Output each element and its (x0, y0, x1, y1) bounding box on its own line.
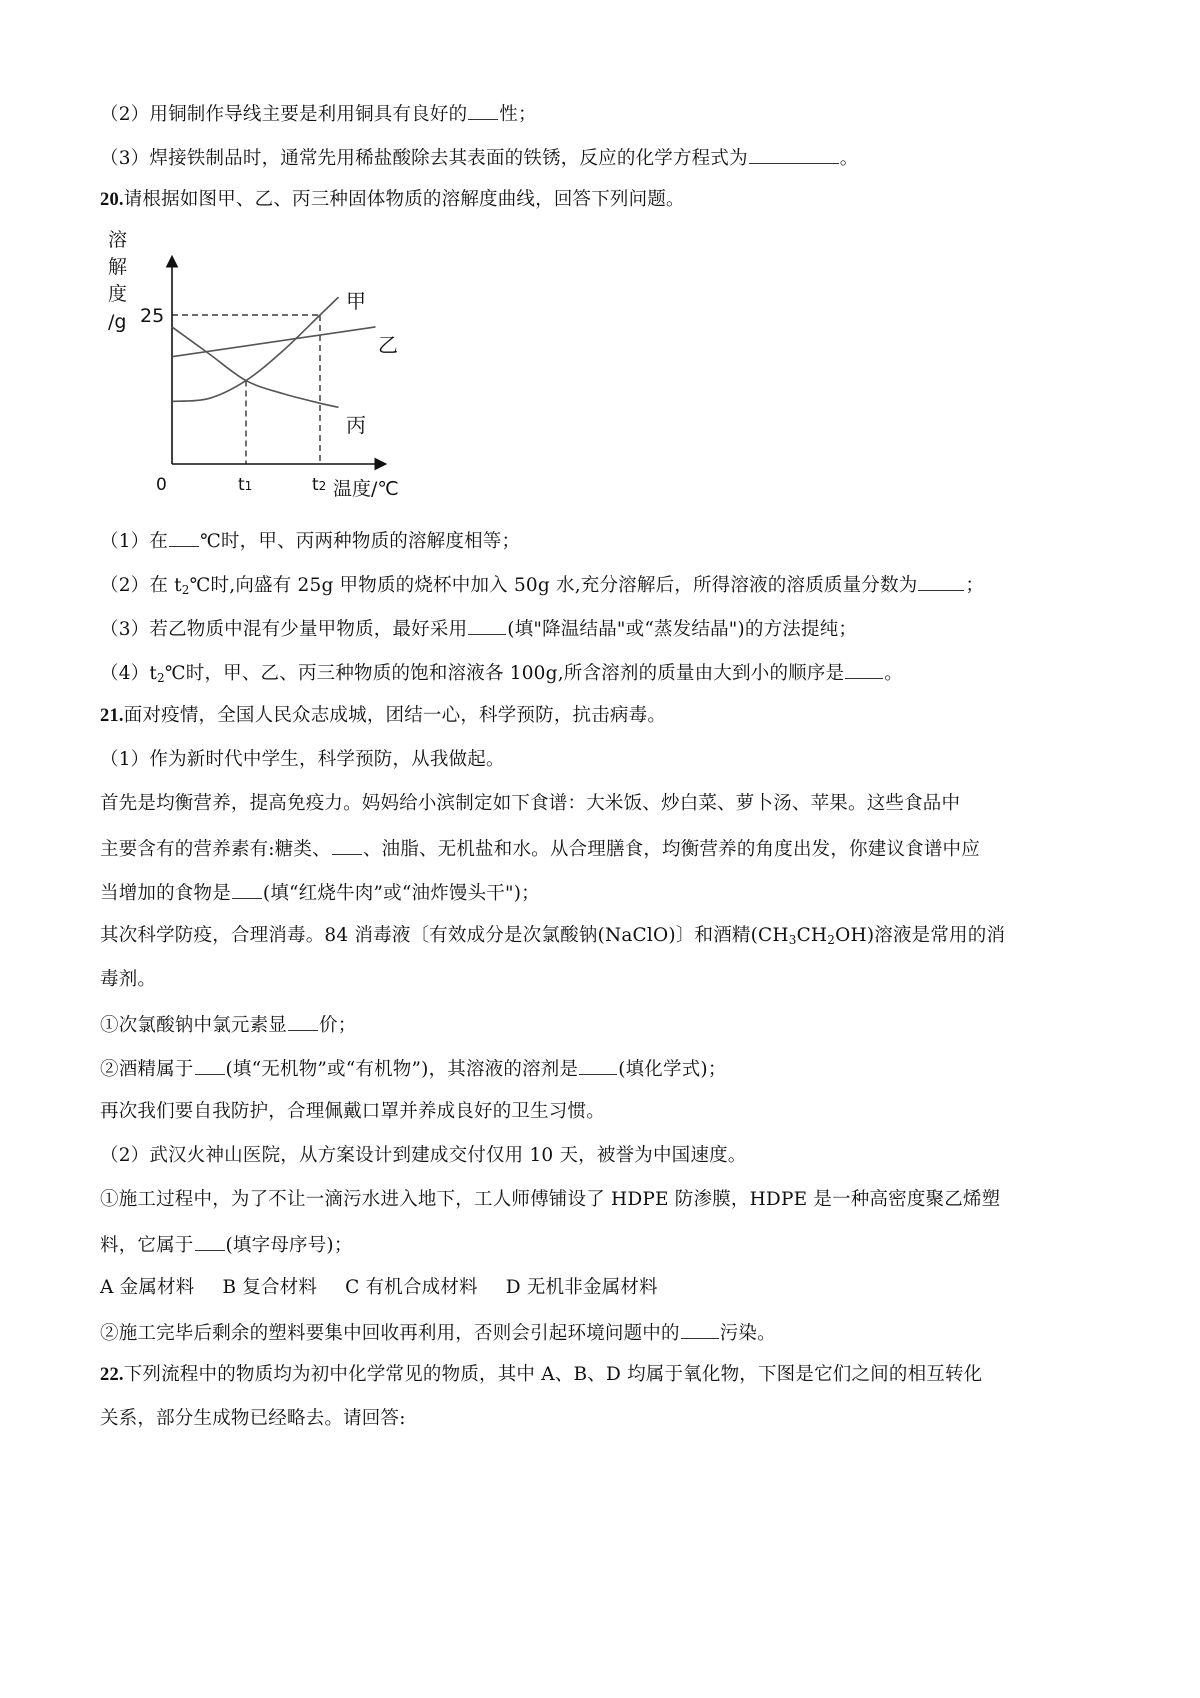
text: ； (965, 575, 985, 596)
q21-hdpe-line2 (100, 1232, 353, 1258)
answer-blank[interactable] (468, 616, 506, 635)
q21-options (100, 1276, 686, 1300)
q21-sub1 (100, 1012, 356, 1038)
text: （2）在 t (100, 575, 182, 596)
x-tick-label: t2 (312, 475, 327, 495)
answer-blank[interactable] (749, 145, 839, 164)
y-label-unit: /g (108, 311, 127, 333)
q21-diet-line2 (100, 836, 980, 862)
text: ②酒精属于 (100, 1059, 194, 1080)
q21-stem (100, 704, 666, 728)
question-number: 21. (100, 706, 124, 726)
text: ℃时，甲、乙、丙三种物质的饱和溶液各 100g,所含溶剂的质量由大到小的顺序是 (164, 663, 845, 684)
answer-blank[interactable] (288, 1012, 318, 1031)
y-label-char: 度 (108, 283, 128, 305)
curve-乙 (172, 327, 376, 357)
curves (172, 289, 398, 437)
answer-blank[interactable] (681, 1320, 719, 1339)
tick-labels (140, 305, 399, 500)
subscript: 2 (181, 583, 190, 597)
option-a: A 金属材料 (100, 1277, 195, 1298)
option-d: D 无机非金属材料 (505, 1277, 658, 1298)
series-label: 乙 (378, 333, 398, 357)
q21-diet-line3 (100, 880, 540, 906)
text: 其次科学防疫，合理消毒。84 消毒液〔有效成分是次氯酸钠(NaClO)〕和酒精(CH (100, 925, 789, 946)
text: （3）焊接铁制品时，通常先用稀盐酸除去其表面的铁锈，反应的化学方程式为 (100, 148, 748, 169)
text: 性； (499, 104, 537, 125)
answer-blank[interactable] (195, 1232, 225, 1251)
q21-part1-title: （1）作为新时代中学生，科学预防，从我做起。 (100, 749, 505, 770)
question-stem: 面对疫情，全国人民众志成城，团结一心，科学预防，抗击病毒。 (123, 705, 667, 726)
q20-stem (100, 188, 685, 212)
q20-part2 (100, 572, 984, 598)
text: （2）用铜制作导线主要是利用铜具有良好的 (100, 104, 468, 125)
text: 当增加的食物是 (100, 883, 231, 904)
text: CH (796, 925, 828, 946)
subscript: 3 (788, 933, 797, 947)
answer-blank[interactable] (845, 660, 883, 679)
q22-stem-line1 (100, 1363, 982, 1387)
text: (填"降温结晶"或“蒸发结晶")的方法提纯； (507, 619, 858, 640)
answer-blank[interactable] (918, 572, 964, 591)
x-tick-label: 0 (156, 475, 167, 495)
q19-part3 (100, 145, 858, 171)
text: (填“红烧牛肉”或“油炸馒头干")； (262, 883, 540, 904)
text: 料，它属于 (100, 1235, 194, 1256)
text: （3）若乙物质中混有少量甲物质，最好采用 (100, 619, 468, 640)
text: 、油脂、无机盐和水。从合理膳食，均衡营养的角度出发，你建议食谱中应 (362, 839, 980, 860)
answer-blank[interactable] (579, 1056, 617, 1075)
text: 价； (319, 1015, 357, 1036)
answer-blank[interactable] (195, 1056, 225, 1075)
text: 。 (884, 663, 903, 684)
question-stem: 下列流程中的物质均为初中化学常见的物质，其中 A、B、D 均属于氧化物，下图是它们之间的相互转化 (123, 1364, 983, 1385)
y-tick-label: 25 (140, 305, 165, 327)
q21-protect: 再次我们要自我防护，合理佩戴口罩并养成良好的卫生习惯。 (100, 1101, 605, 1122)
q19-part2 (100, 101, 537, 127)
x-tick-label: t1 (238, 475, 253, 495)
q21-disinfect-line1 (100, 924, 1005, 948)
text: 。 (839, 148, 859, 169)
text: ℃时,向盛有 25g 甲物质的烧杯中加入 50g 水,充分溶解后，所得溶液的溶质质量分数为 (189, 575, 918, 596)
text: （1）在 (100, 531, 169, 552)
x-axis-label: 温度/℃ (333, 478, 399, 500)
text: ①次氯酸钠中氯元素显 (100, 1015, 288, 1036)
curve-甲 (172, 297, 339, 401)
text: 主要含有的营养素有:糖类、 (100, 839, 331, 860)
text: (填“无机物”或“有机物”)，其溶液的溶剂是 (225, 1059, 579, 1080)
q21-hdpe-line1: ①施工过程中，为了不让一滴污水进入地下，工人师傅铺设了 HDPE 防渗膜，HDPE 是一种高密度聚乙烯塑 (100, 1189, 1001, 1210)
series-label: 甲 (346, 289, 366, 313)
answer-blank[interactable] (332, 836, 362, 855)
text: 污染。 (719, 1323, 776, 1344)
q20-part1 (100, 528, 520, 554)
subscript: 2 (827, 933, 836, 947)
text: （4）t (100, 663, 158, 684)
question-number: 22. (100, 1365, 124, 1385)
curve-丙 (172, 327, 339, 407)
q21-disinfect-line2: 毒剂。 (100, 969, 157, 990)
option-c: C 有机合成材料 (345, 1277, 478, 1298)
text: OH)溶液是常用的消 (835, 925, 1006, 946)
question-stem: 请根据如图甲、乙、丙三种固体物质的溶解度曲线，回答下列问题。 (123, 189, 685, 210)
series-label: 丙 (346, 413, 366, 437)
text: (填化学式)； (618, 1059, 727, 1080)
text: (填字母序号)； (225, 1235, 353, 1256)
q20-part3 (100, 616, 857, 642)
question-number: 20. (100, 190, 124, 210)
y-axis-label (108, 229, 127, 333)
answer-blank[interactable] (169, 528, 199, 547)
y-label-char: 解 (108, 256, 128, 278)
solubility-chart (90, 220, 410, 500)
q20-part4 (100, 660, 903, 686)
subscript: 2 (157, 671, 165, 685)
q21-part2-title: （2）武汉火神山医院，从方案设计到建成交付仅用 10 天，被誉为中国速度。 (100, 1145, 747, 1166)
answer-blank[interactable] (232, 880, 262, 899)
option-b: B 复合材料 (222, 1277, 318, 1298)
q21-pollution (100, 1320, 776, 1346)
text: ℃时，甲、丙两种物质的溶解度相等； (200, 531, 521, 552)
q22-stem-line2: 关系，部分生成物已经略去。请回答: (100, 1408, 406, 1429)
q21-sub2 (100, 1056, 727, 1082)
text: ②施工完毕后剩余的塑料要集中回收再利用，否则会引起环境问题中的 (100, 1323, 680, 1344)
q21-diet-line1: 首先是均衡营养，提高免疫力。妈妈给小滨制定如下食谱：大米饭、炒白菜、萝卜汤、苹果。这些食品中 (100, 793, 961, 814)
y-label-char: 溶 (108, 229, 128, 251)
answer-blank[interactable] (468, 101, 498, 120)
